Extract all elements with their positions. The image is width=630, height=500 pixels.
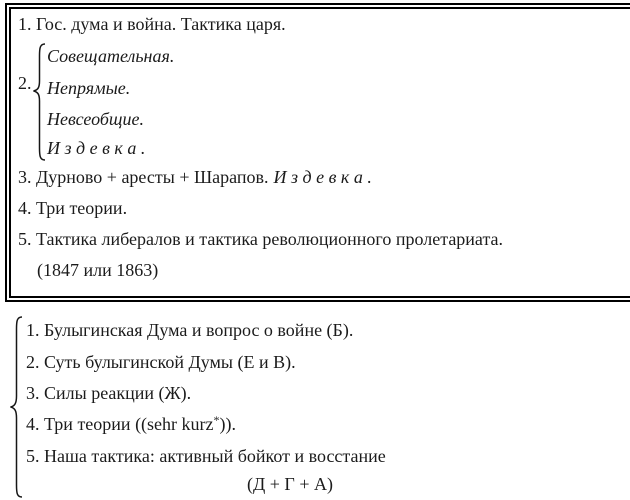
outline-item-2-sub-1: Совещательная. <box>47 46 175 66</box>
group-brace-icon <box>9 316 23 498</box>
outlined-section <box>5 3 630 302</box>
item-text: Три теории. <box>36 198 128 218</box>
item-emphasis: И з д е в к а . <box>273 167 372 187</box>
item-text: Тактика либералов и тактика революционного пролетариата. <box>36 229 504 249</box>
item-text: Суть булыгинской Думы (Е и В). <box>44 352 296 372</box>
curly-brace-icon <box>32 43 46 161</box>
item-text-suffix: )). <box>219 414 237 434</box>
item-number: 1. <box>26 320 40 340</box>
item-number: 2. <box>26 352 40 372</box>
item-text: Наша тактика: активный бойкот и восстание <box>44 446 386 466</box>
second-list-section <box>0 302 630 500</box>
item-text: Булыгинская Дума и вопрос о войне (Б). <box>44 320 354 340</box>
list-item-5 <box>26 446 386 466</box>
item-text: Гос. дума и война. Тактика царя. <box>36 14 286 34</box>
item-text: Дурново + аресты + Шарапов. <box>36 167 269 187</box>
list-item-2 <box>26 352 296 372</box>
list-note-letters: (Д + Г + А) <box>247 474 333 494</box>
list-item-1 <box>26 320 353 340</box>
footnote-asterisk: * <box>213 413 220 427</box>
item-number: 1. <box>18 14 32 34</box>
outline-item-2-number <box>18 73 32 93</box>
item-number: 5. <box>26 446 40 466</box>
outline-item-2-sub-2: Непрямые. <box>47 78 131 98</box>
list-item-4 <box>26 414 236 434</box>
outline-item-1 <box>18 14 286 34</box>
outline-item-5 <box>18 229 503 249</box>
item-number: 5. <box>18 229 32 249</box>
outline-item-2-sub-4: И з д е в к а . <box>47 138 146 158</box>
outline-item-3 <box>18 167 372 187</box>
item-text: Три теории ((sehr kurz <box>44 414 214 434</box>
item-number: 3. <box>26 383 40 403</box>
item-text: Силы реакции (Ж). <box>44 383 192 403</box>
outline-item-2-sub-3: Невсеобщие. <box>47 109 144 129</box>
outline-note-years: (1847 или 1863) <box>37 260 159 280</box>
item-number: 2. <box>18 73 32 93</box>
list-item-3 <box>26 383 191 403</box>
item-number: 4. <box>18 198 32 218</box>
outline-item-4 <box>18 198 127 218</box>
item-number: 4. <box>26 414 40 434</box>
item-number: 3. <box>18 167 32 187</box>
